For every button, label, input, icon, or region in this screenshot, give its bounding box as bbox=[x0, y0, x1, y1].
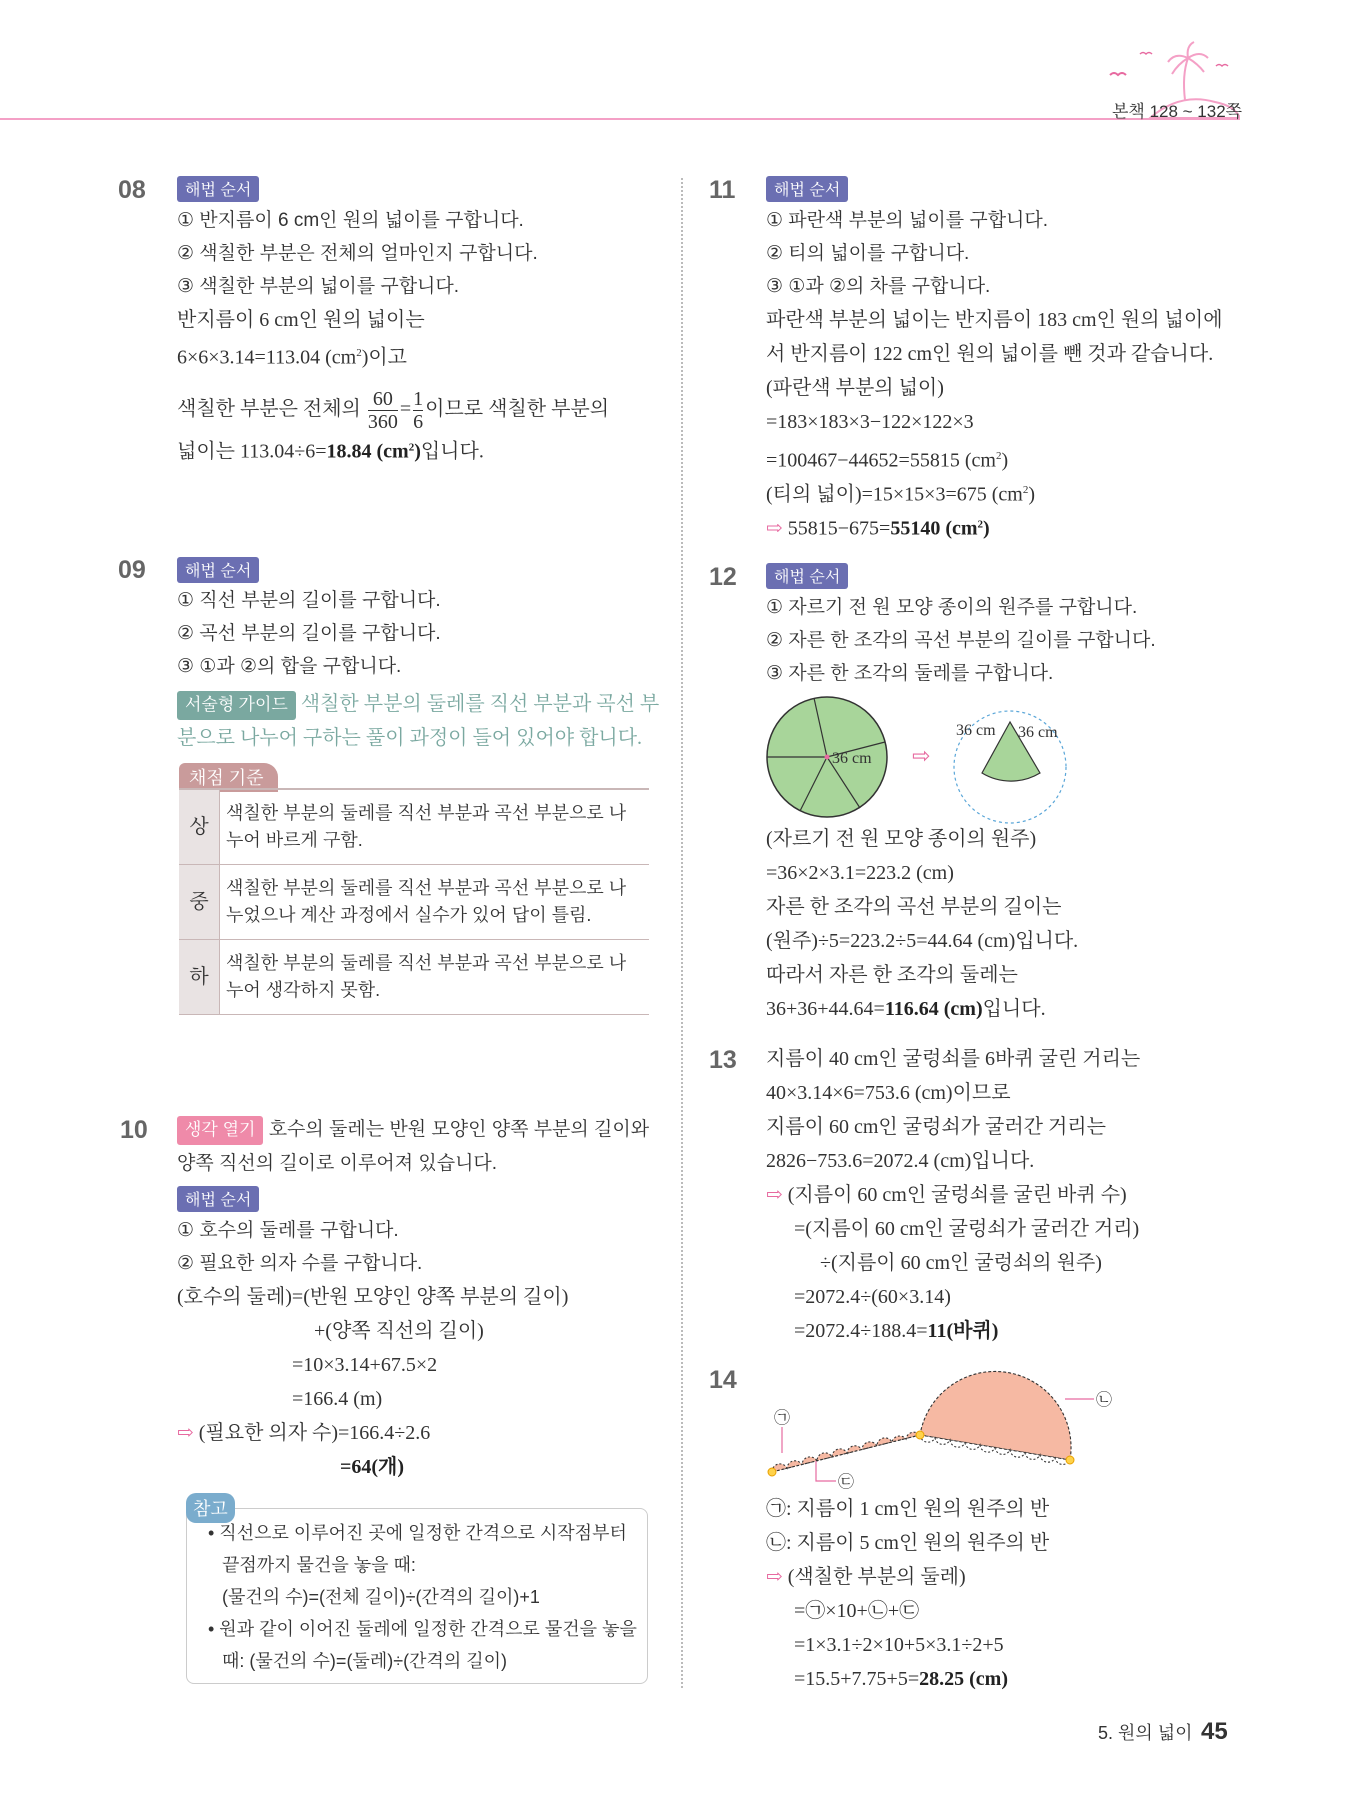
step: ③ 자른 한 조각의 둘레를 구합니다. bbox=[766, 663, 1054, 684]
idea-tag: 생각 열기 bbox=[177, 1116, 263, 1145]
solution-line: ⇨ (필요한 의자 수)=166.4÷2.6 bbox=[177, 1422, 431, 1444]
method-tag: 해법 순서 bbox=[766, 176, 848, 202]
solution-line: (원주)÷5=223.2÷5=44.64 (cm)입니다. bbox=[766, 930, 1079, 952]
method-tag: 해법 순서 bbox=[177, 557, 259, 583]
step: ① 호수의 둘레를 구합니다. bbox=[177, 1220, 399, 1241]
solution-line: =166.4 (m) bbox=[292, 1388, 383, 1410]
page-number: 45 bbox=[1201, 1718, 1228, 1745]
solution-line: 2826−753.6=2072.4 (cm)입니다. bbox=[766, 1150, 1035, 1172]
table-row bbox=[179, 789, 649, 865]
solution-line: (자르기 전 원 모양 종이의 원주) bbox=[766, 828, 1037, 850]
problem-number-10: 10 bbox=[120, 1116, 148, 1144]
table-row bbox=[179, 865, 649, 940]
chapter-title: 5. 원의 넓이 bbox=[1098, 1723, 1193, 1743]
solution-line: =10×3.14+67.5×2 bbox=[292, 1354, 438, 1376]
method-tag: 해법 순서 bbox=[177, 1186, 259, 1212]
solution-line: 40×3.14×6=753.6 (cm)이므로 bbox=[766, 1082, 1011, 1104]
side-label-right: 36 cm bbox=[1018, 724, 1058, 741]
grade-desc: 색칠한 부분의 둘레를 직선 부분과 곡선 부분으로 나 bbox=[226, 878, 627, 898]
label-c: ㉢ bbox=[838, 1474, 855, 1490]
step: ③ ①과 ②의 차를 구합니다. bbox=[766, 276, 991, 297]
label-a: ㉠ bbox=[774, 1410, 791, 1427]
solution-line: 따라서 자른 한 조각의 둘레는 bbox=[766, 964, 1018, 986]
guide-tag: 서술형 가이드 bbox=[177, 691, 296, 720]
column-divider bbox=[681, 178, 683, 1688]
header-rule bbox=[0, 118, 1240, 120]
arrow-icon: ⇨ bbox=[912, 743, 931, 768]
label-b: ㉡ bbox=[1096, 1392, 1113, 1409]
arc-figure bbox=[760, 1365, 1120, 1490]
step: ② 색칠한 부분은 전체의 얼마인지 구합니다. bbox=[177, 243, 538, 264]
idea-line: 양쪽 직선의 길이로 이루어져 있습니다. bbox=[177, 1153, 498, 1174]
step: ② 곡선 부분의 길이를 구합니다. bbox=[177, 623, 441, 644]
radius-label: 36 cm bbox=[832, 750, 872, 767]
arrow-icon: ⇨ bbox=[177, 1422, 194, 1444]
solution-line: ÷(지름이 60 cm인 굴렁쇠의 원주) bbox=[820, 1252, 1102, 1274]
solution-line: (파란색 부분의 넓이) bbox=[766, 377, 944, 399]
problem-number-12: 12 bbox=[709, 563, 737, 591]
grade-level: 하 bbox=[179, 940, 220, 1015]
solution-line: =1×3.1÷2×10+5×3.1÷2+5 bbox=[794, 1634, 1004, 1656]
note-line: • 원과 같이 이어진 둘레에 일정한 간격으로 물건을 놓을 bbox=[208, 1619, 637, 1639]
solution-line: =183×183×3−122×122×3 bbox=[766, 411, 974, 433]
note-line: 끝점까지 물건을 놓을 때: bbox=[222, 1555, 416, 1575]
solution-line: ㉠: 지름이 1 cm인 원의 원주의 반 bbox=[766, 1498, 1050, 1520]
grade-level: 상 bbox=[179, 789, 220, 865]
step: ② 필요한 의자 수를 구합니다. bbox=[177, 1253, 423, 1274]
grading-table bbox=[179, 788, 649, 1015]
solution-line: 색칠한 부분은 전체의 $\frac{60}{360}$ = $\frac{1}{6}$ 이므로 색칠한 부분의 bbox=[177, 388, 610, 433]
idea-line: 생각 열기 호수의 둘레는 반원 모양인 양쪽 부분의 길이와 bbox=[177, 1116, 649, 1145]
problem-number-14: 14 bbox=[709, 1366, 737, 1394]
solution-line: =(지름이 60 cm인 굴렁쇠가 굴러간 거리) bbox=[794, 1218, 1140, 1240]
note-tag: 참고 bbox=[186, 1493, 235, 1523]
solution-line: 파란색 부분의 넓이는 반지름이 183 cm인 원의 넓이에 bbox=[766, 309, 1223, 331]
answer-line: =64(개) bbox=[340, 1456, 405, 1478]
step: ② 티의 넓이를 구합니다. bbox=[766, 243, 970, 264]
answer-line: 36+36+44.64=116.64 (cm)입니다. bbox=[766, 998, 1046, 1020]
step: ③ ①과 ②의 합을 구합니다. bbox=[177, 656, 402, 677]
step: ① 직선 부분의 길이를 구합니다. bbox=[177, 590, 441, 611]
page-reference: 본책 128 ~ 132쪽 bbox=[1112, 102, 1243, 121]
guide-line: 서술형 가이드 색칠한 부분의 둘레를 직선 부분과 곡선 부 bbox=[177, 691, 659, 720]
guide-line: 분으로 나누어 구하는 풀이 과정이 들어 있어야 합니다. bbox=[177, 727, 643, 749]
solution-line: (호수의 둘레)=(반원 모양인 양쪽 부분의 길이) bbox=[177, 1286, 569, 1308]
solution-line: 넓이는 113.04÷6=18.84 $(cm^2)$입니다. bbox=[177, 440, 484, 463]
fraction-numerator: 1 bbox=[413, 388, 424, 410]
grade-level: 중 bbox=[179, 865, 220, 940]
solution-line: 지름이 40 cm인 굴렁쇠를 6바퀴 굴린 거리는 bbox=[766, 1048, 1141, 1070]
solution-line: ㉡: 지름이 5 cm인 원의 원주의 반 bbox=[766, 1532, 1050, 1554]
step: ③ 색칠한 부분의 넓이를 구합니다. bbox=[177, 276, 460, 297]
problem-number-13: 13 bbox=[709, 1046, 737, 1074]
circle-figure bbox=[760, 695, 1100, 825]
answer-line: ⇨ 55815−675=55140 $(cm^2)$ bbox=[766, 517, 990, 540]
note-line: • 직선으로 이루어진 곳에 일정한 간격으로 시작점부터 bbox=[208, 1523, 627, 1543]
step: ① 반지름이 6 cm인 원의 넓이를 구합니다. bbox=[177, 210, 524, 231]
step: ② 자른 한 조각의 곡선 부분의 길이를 구합니다. bbox=[766, 630, 1156, 651]
problem-number-09: 09 bbox=[118, 556, 146, 584]
solution-line: ⇨ (색칠한 부분의 둘레) bbox=[766, 1566, 966, 1588]
arrow-icon: ⇨ bbox=[766, 1566, 783, 1588]
solution-line: =㉠×10+㉡+㉢ bbox=[794, 1600, 920, 1622]
arrow-icon: ⇨ bbox=[766, 1184, 783, 1206]
solution-line: 반지름이 6 cm인 원의 넓이는 bbox=[177, 309, 425, 331]
method-tag: 해법 순서 bbox=[177, 176, 259, 202]
fraction-denominator: 360 bbox=[367, 411, 398, 433]
grading-tag: 채점 기준 bbox=[179, 763, 278, 792]
solution-line: +(양쪽 직선의 길이) bbox=[314, 1320, 484, 1342]
fraction-denominator: 6 bbox=[413, 411, 424, 433]
side-label-left: 36 cm bbox=[956, 722, 996, 739]
solution-line: =2072.4÷(60×3.14) bbox=[794, 1286, 951, 1308]
note-line: 때: (물건의 수)=(둘레)÷(간격의 길이) bbox=[222, 1651, 508, 1671]
answer-line: =2072.4÷188.4=11(바퀴) bbox=[794, 1320, 999, 1342]
step: ① 자르기 전 원 모양 종이의 원주를 구합니다. bbox=[766, 597, 1138, 618]
solution-line: =100467−44652=55815 $(cm^2)$ bbox=[766, 449, 1009, 472]
arrow-icon: ⇨ bbox=[766, 517, 783, 540]
grade-desc: 누었으나 계산 과정에서 실수가 있어 답이 틀림. bbox=[226, 905, 592, 925]
solution-line: ⇨ (지름이 60 cm인 굴렁쇠를 굴린 바퀴 수) bbox=[766, 1184, 1127, 1206]
method-tag: 해법 순서 bbox=[766, 563, 848, 589]
grade-desc: 색칠한 부분의 둘레를 직선 부분과 곡선 부분으로 나 bbox=[226, 803, 627, 823]
solution-line: 자른 한 조각의 곡선 부분의 길이는 bbox=[766, 896, 1062, 918]
fraction-numerator: 60 bbox=[368, 388, 398, 411]
solution-line: (티의 넓이)=15×15×3=675 $(cm^2)$ bbox=[766, 483, 1035, 506]
grade-desc: 누어 생각하지 못함. bbox=[226, 980, 381, 1000]
solution-line: 6×6×3.14=113.04 $(cm^2)$이고 bbox=[177, 346, 408, 369]
table-row bbox=[179, 940, 649, 1015]
problem-number-08: 08 bbox=[118, 176, 146, 204]
step: ① 파란색 부분의 넓이를 구합니다. bbox=[766, 210, 1049, 231]
solution-line: =36×2×3.1=223.2 (cm) bbox=[766, 862, 954, 884]
grade-desc: 색칠한 부분의 둘레를 직선 부분과 곡선 부분으로 나 bbox=[226, 953, 627, 973]
grade-desc: 누어 바르게 구함. bbox=[226, 830, 363, 850]
solution-line: 지름이 60 cm인 굴렁쇠가 굴러간 거리는 bbox=[766, 1116, 1106, 1138]
answer-line: =15.5+7.75+5=28.25 (cm) bbox=[794, 1668, 1008, 1690]
note-line: (물건의 수)=(전체 길이)÷(간격의 길이)+1 bbox=[222, 1587, 540, 1607]
footer bbox=[1098, 1718, 1228, 1746]
problem-number-11: 11 bbox=[709, 176, 736, 204]
solution-line: 서 반지름이 122 cm인 원의 넓이를 뺀 것과 같습니다. bbox=[766, 343, 1214, 365]
